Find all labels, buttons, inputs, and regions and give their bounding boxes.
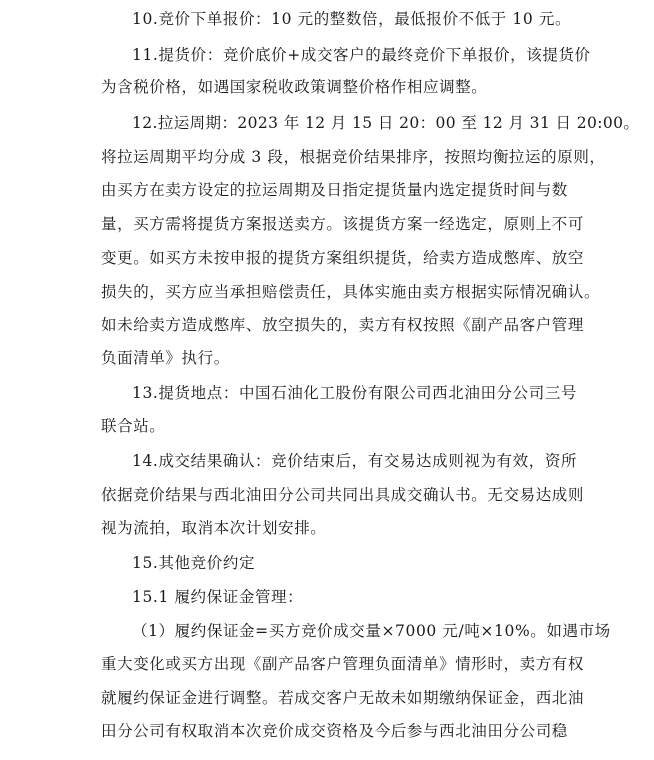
text-line: 就履约保证金进行调整。若成交客户无故未如期缴纳保证金，西北油 [101, 689, 585, 707]
text-line: 将拉运周期平均分成 3 段，根据竞价结果排序，按照均衡拉运的原则， [101, 148, 606, 166]
text-line: 为含税价格，如遇国家税收政策调整价格作相应调整。 [101, 78, 488, 96]
text-line: 14.成交结果确认：竞价结束后，有交易达成则视为有效，资所 [132, 452, 578, 470]
text-line: 重大变化或买方出现《副产品客户管理负面清单》情形时，卖方有权 [101, 655, 585, 673]
text-line: 损失的，买方应当承担赔偿责任，具体实施由卖方根据实际情况确认。 [101, 283, 601, 301]
text-line: 依据竞价结果与西北油田分公司共同出具成交确认书。无交易达成则 [101, 486, 585, 504]
text-line: 13.提货地点：中国石油化工股份有限公司西北油田分公司三号 [132, 384, 578, 402]
text-line: 量，买方需将提货方案报送卖方。该提货方案一经选定，原则上不可 [101, 215, 585, 233]
text-line: 田分公司有权取消本次竞价成交资格及今后参与西北油田分公司稳 [101, 722, 568, 740]
section-heading: 15.其他竞价约定 [132, 554, 256, 572]
text-line: 11.提货价：竞价底价+成交客户的最终竞价下单报价，该提货价 [132, 46, 591, 64]
text-line: 联合站。 [101, 417, 166, 435]
text-line: 10.竞价下单报价：10 元的整数倍，最低报价不低于 10 元。 [132, 10, 572, 28]
text-line: 视为流拍，取消本次计划安排。 [101, 519, 327, 537]
text-line: 12.拉运周期：2023 年 12 月 15 日 20：00 至 12 月 31 日 20:00。 [132, 114, 640, 132]
text-line: 由买方在卖方设定的拉运周期及日指定提货量内选定提货时间与数 [101, 181, 568, 199]
text-line: 如未给卖方造成憋库、放空损失的，卖方有权按照《副产品客户管理 [101, 316, 585, 334]
text-line: 负面清单》执行。 [101, 349, 230, 367]
text-line: 变更。如买方未按申报的提货方案组织提货，给卖方造成憋库、放空 [101, 249, 585, 267]
text-line: （1）履约保证金=买方竞价成交量×7000 元/吨×10%。如遇市场 [132, 622, 611, 640]
subsection-heading: 15.1 履约保证金管理： [132, 588, 304, 606]
